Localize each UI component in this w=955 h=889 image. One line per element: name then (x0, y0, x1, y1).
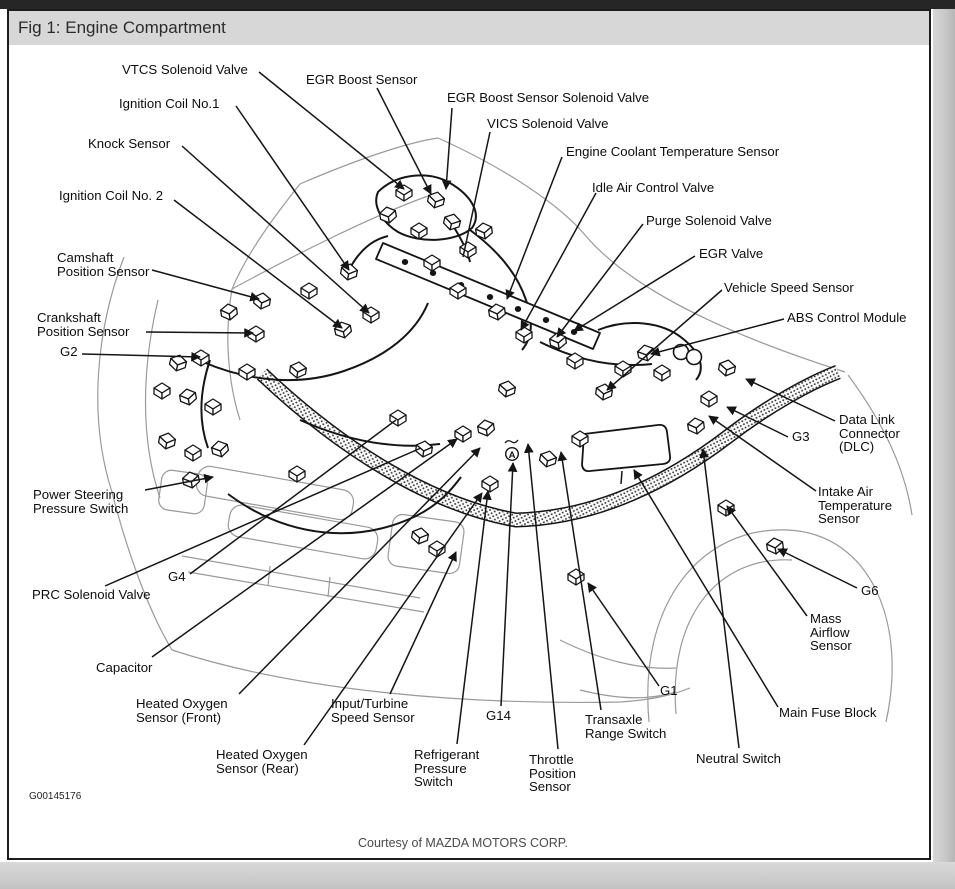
label-idle-air-control-valve: Idle Air Control Valve (592, 180, 715, 195)
leader-g1 (588, 583, 659, 686)
label-vehicle-speed-sensor: Vehicle Speed Sensor (724, 280, 854, 295)
leader-throttle-position-sensor (528, 444, 558, 749)
leader-knock-sensor (182, 146, 369, 313)
label-capacitor: Capacitor (96, 660, 153, 675)
valve-cover-bar (376, 243, 600, 349)
leader-egr-valve (574, 256, 695, 331)
label-input-turbine-speed-sensor: Input/Turbine Speed Sensor (331, 696, 415, 725)
leader-neutral-switch (703, 449, 739, 748)
circled-a-marker (505, 440, 518, 461)
courtesy-credit: Courtesy of MAZDA MOTORS CORP. (358, 836, 569, 850)
label-egr-boost-sensor: EGR Boost Sensor (306, 72, 418, 87)
label-abs-control-module: ABS Control Module (787, 310, 907, 325)
label-crankshaft-position-sensor: Crankshaft Position Sensor (37, 310, 130, 339)
label-data-link-connector: Data Link Connector (DLC) (839, 412, 900, 454)
leader-transaxle-range-switch (561, 452, 601, 710)
label-camshaft-position-sensor: Camshaft Position Sensor (57, 250, 150, 279)
label-egr-valve: EGR Valve (699, 246, 764, 261)
leader-crankshaft-position-sensor (146, 332, 253, 333)
leader-heated-oxygen-sensor-front (239, 448, 480, 694)
label-knock-sensor: Knock Sensor (88, 136, 171, 151)
label-vics-solenoid-valve: VICS Solenoid Valve (487, 116, 609, 131)
leader-mass-airflow-sensor (727, 506, 807, 616)
figure-title: Fig 1: Engine Compartment (9, 11, 929, 45)
label-g3: G3 (792, 429, 810, 444)
label-g4: G4 (168, 569, 186, 584)
label-ignition-coil-no1: Ignition Coil No.1 (119, 96, 220, 111)
label-neutral-switch: Neutral Switch (696, 751, 782, 766)
connector-blocks (154, 185, 784, 585)
leader-idle-air-control-valve (521, 193, 596, 330)
leader-camshaft-position-sensor (152, 270, 259, 299)
label-transaxle-range-switch: Transaxle Range Switch (585, 712, 667, 741)
leader-egr-boost-sensor-solenoid-valve (446, 108, 452, 189)
label-heated-oxygen-sensor-rear: Heated Oxygen Sensor (Rear) (216, 747, 308, 776)
label-egr-boost-sensor-solenoid-valve: EGR Boost Sensor Solenoid Valve (447, 90, 650, 105)
label-refrigerant-pressure-switch: Refrigerant Pressure Switch (414, 747, 480, 789)
label-g2: G2 (60, 344, 78, 359)
label-ignition-coil-no2: Ignition Coil No. 2 (59, 188, 164, 203)
label-prc-solenoid-valve: PRC Solenoid Valve (32, 587, 151, 602)
label-g14: G14 (486, 708, 511, 723)
label-heated-oxygen-sensor-front: Heated Oxygen Sensor (Front) (136, 696, 228, 725)
label-g1: G1 (660, 683, 678, 698)
drawing-code: G00145176 (29, 791, 82, 802)
leader-g6 (778, 549, 857, 588)
label-intake-air-temperature-sensor: Intake Air Temperature Sensor (818, 484, 893, 526)
label-throttle-position-sensor: Throttle Position Sensor (529, 752, 576, 794)
circled-a-letter: A (508, 450, 516, 461)
label-mass-airflow-sensor: Mass Airflow Sensor (810, 611, 852, 653)
label-engine-coolant-temperature-sensor: Engine Coolant Temperature Sensor (566, 144, 780, 159)
label-g6: G6 (861, 583, 879, 598)
leader-g14 (501, 463, 513, 706)
leader-intake-air-temperature-sensor (709, 416, 816, 491)
leader-main-fuse-block (634, 470, 778, 707)
label-main-fuse-block: Main Fuse Block (779, 705, 877, 720)
label-purge-solenoid-valve: Purge Solenoid Valve (646, 213, 772, 228)
leader-lines (82, 72, 857, 749)
label-power-steering-pressure-switch: Power Steering Pressure Switch (33, 487, 129, 516)
label-vtcs-solenoid-valve: VTCS Solenoid Valve (122, 62, 248, 77)
leader-refrigerant-pressure-switch (457, 491, 488, 744)
leader-ignition-coil-no2 (174, 200, 342, 328)
leader-input-turbine-speed-sensor (390, 552, 456, 694)
